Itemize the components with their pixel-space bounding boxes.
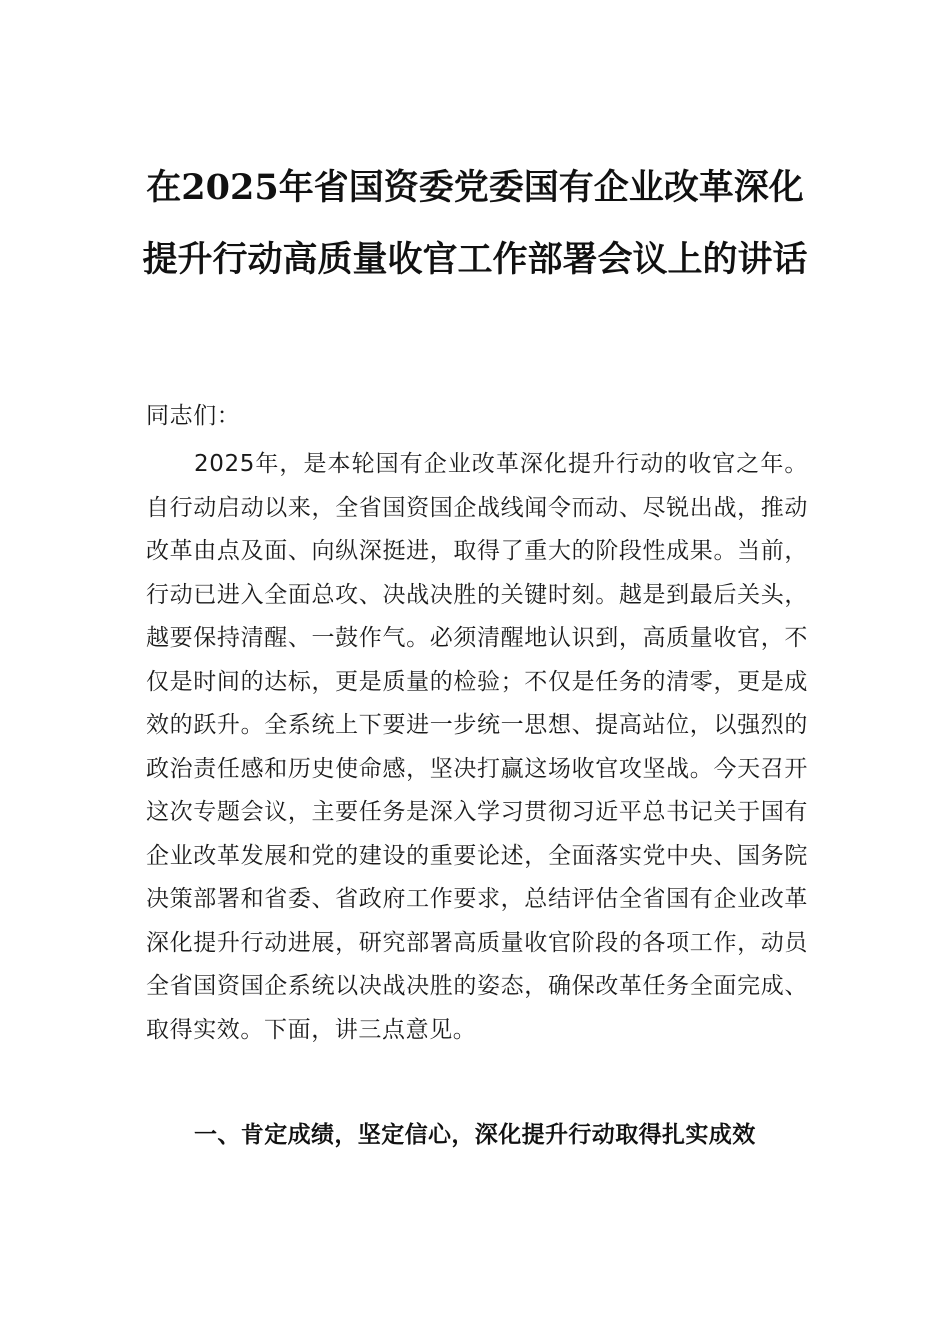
body-paragraph: 2025年，是本轮国有企业改革深化提升行动的收官之年。自行动启动以来，全省国资国企战线闻令而动、尽锐出战，推动改革由点及面、向纵深挺进，取得了重大的阶段性成果。当前，行动已进入全面总攻、决战决胜的关键时刻。越是到最后关头，越要保持清醒、一鼓作气。必须清醒地认识到，高质量收官，不仅是时间的达标，更是质量的检验；不仅是任务的清零，更是成效的跃升。全系统上下要进一步统一思想、提高站位，以强烈的政治责任感和历史使命感，坚决打赢这场收官攻坚战。今天召开这次专题会议，主要任务是深入学习贯彻习近平总书记关于国有企业改革发展和党的建设的重要论述，全面落实党中央、国务院决策部署和省委、省政府工作要求，总结评估全省国有企业改革深化提升行动进展，研究部署高质量收官阶段的各项工作，动员全省国资国企系统以决战决胜的姿态，确保改革任务全面完成、取得实效。下面，讲三点意见。 [146, 451, 808, 1043]
document-title: 在2025年省国资委党委国有企业改革深化提升行动高质量收官工作部署会议上的讲话 [142, 167, 808, 280]
section-heading: 一、肯定成绩，坚定信心，深化提升行动取得扎实成效 [194, 1122, 756, 1148]
salutation: 同志们： [146, 403, 241, 429]
